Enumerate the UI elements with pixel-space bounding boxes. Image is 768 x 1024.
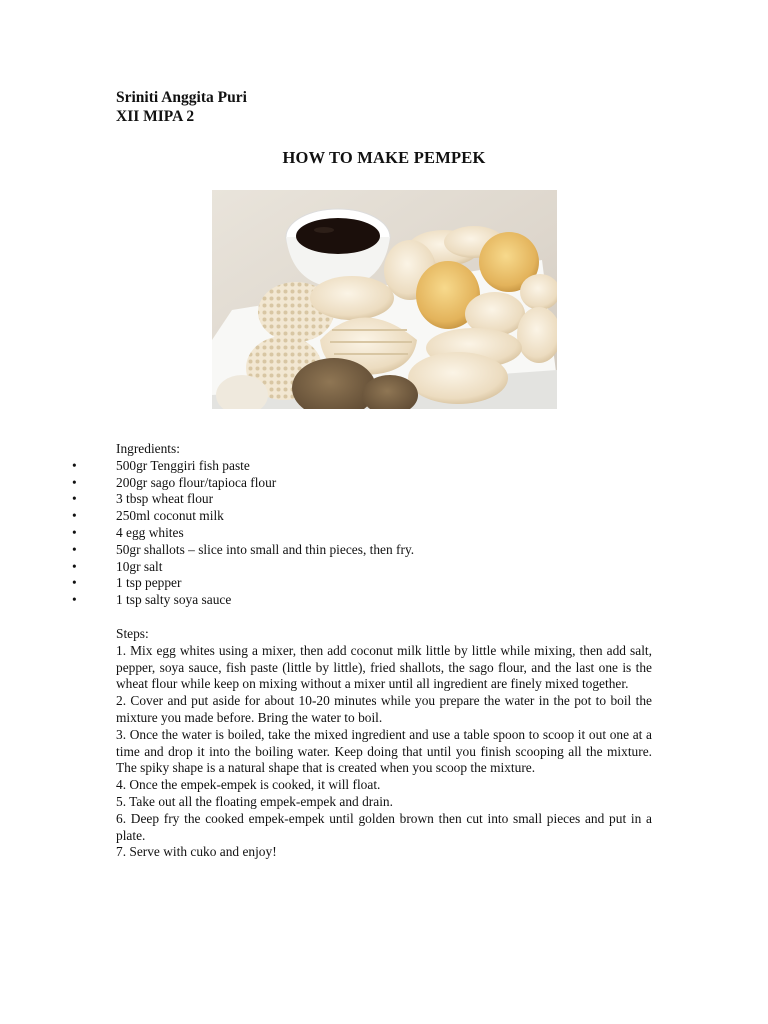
list-item: • 1 tsp pepper (72, 575, 182, 591)
ingredients-heading: Ingredients: (116, 441, 180, 456)
step-item: 7. Serve with cuko and enjoy! (116, 844, 277, 860)
list-item: • 10gr salt (72, 558, 163, 574)
bullet-icon: • (72, 592, 77, 608)
author-class: XII MIPA 2 (116, 108, 195, 125)
bullet-icon: • (72, 524, 77, 540)
steps-section (116, 626, 652, 861)
bullet-icon: • (72, 508, 77, 524)
list-item: • 4 egg whites (72, 524, 184, 540)
list-item: • 250ml coconut milk (72, 508, 224, 524)
ingredients-section (72, 441, 672, 609)
pempek-photo (212, 190, 557, 409)
page-title: HOW TO MAKE PEMPEK (282, 148, 486, 167)
list-item: • 3 tbsp wheat flour (72, 491, 214, 507)
step-item: 5. Take out all the floating empek-empek and drain. (116, 793, 393, 809)
list-item: • 1 tsp salty soya sauce (72, 592, 232, 608)
step-item: 6. Deep fry the cooked empek-empek until golden brown then cut into small pieces and put in a plate. (116, 810, 652, 843)
author-name: Sriniti Anggita Puri (116, 89, 247, 106)
list-item: • 200gr sago flour/tapioca flour (72, 474, 277, 490)
step-item: 1. Mix egg whites using a mixer, then add coconut milk little by little while mixing, then add salt, pepper, soya sauce, fish paste (little by little), fried shallots, the sago flour, and the last one is the wheat flour while keep on mixing without a mixer until all ingredient are finely mixed together. (116, 642, 652, 692)
ingredients-list (72, 458, 672, 609)
bullet-icon: • (72, 474, 77, 490)
step-item: 2. Cover and put aside for about 10-20 minutes while you prepare the water in the pot to boil the mixture you made before. Bring the water to boil. (116, 693, 652, 725)
list-item: • 500gr Tenggiri fish paste (72, 457, 250, 473)
bullet-icon: • (72, 457, 77, 473)
list-item: • 50gr shallots – slice into small and thin pieces, then fry. (72, 541, 415, 557)
pempek-dish-photo-icon (212, 190, 557, 409)
bullet-icon: • (72, 491, 77, 507)
bullet-icon: • (72, 558, 77, 574)
bullet-icon: • (72, 541, 77, 557)
steps-heading: Steps: (116, 626, 149, 641)
step-item: 4. Once the empek-empek is cooked, it will float. (116, 777, 381, 793)
bullet-icon: • (72, 575, 77, 591)
author-block (116, 88, 247, 126)
step-item: 3. Once the water is boiled, take the mixed ingredient and use a table spoon to scoop it out one at a time and drop it into the boiling water. Keep doing that until you finish scooping all the mixture. The spiky shape is a natural shape that is created when you scoop the mixture. (116, 726, 652, 776)
